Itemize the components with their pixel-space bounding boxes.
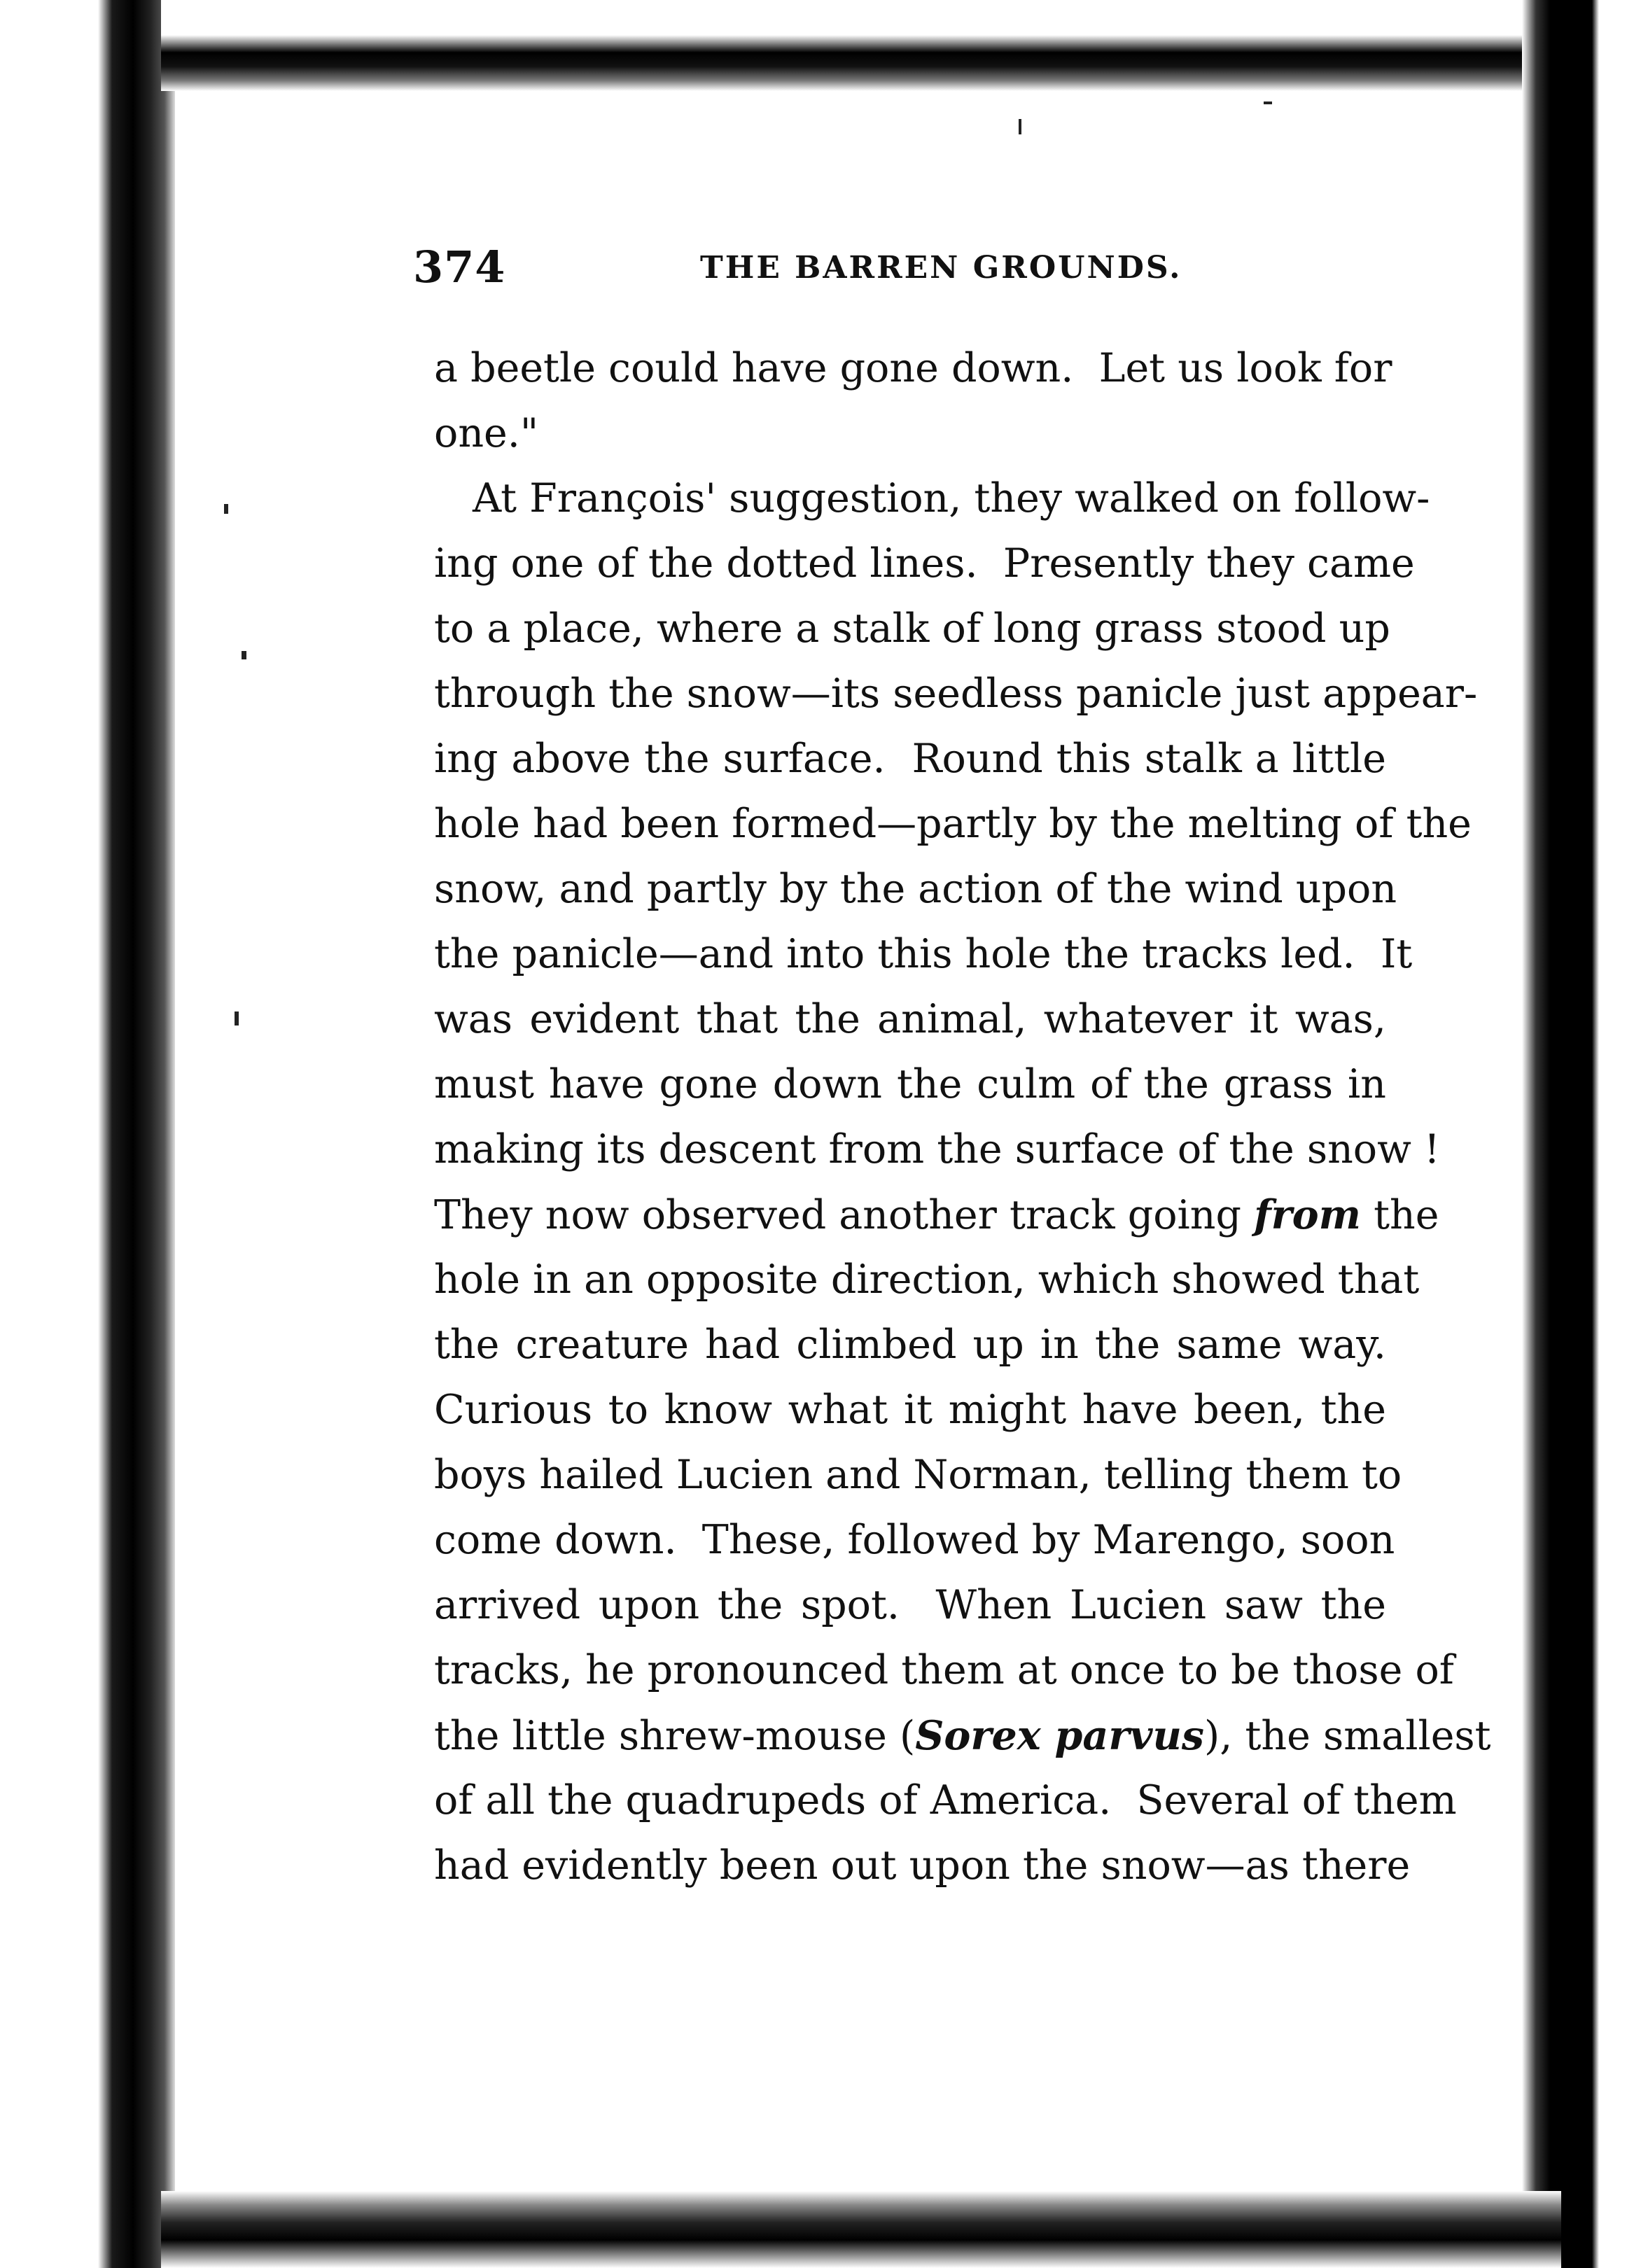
text-line: was evident that the animal, whatever it was,	[434, 996, 1386, 1042]
text-line: boys hailed Lucien and Norman, telling them to	[434, 1452, 1402, 1498]
page-header	[413, 241, 1379, 304]
running-title: THE BARREN GROUNDS.	[700, 250, 1182, 286]
scan-speck	[1264, 102, 1272, 104]
text-line: Curious to know what it might have been, the	[434, 1387, 1386, 1433]
text-line: hole had been formed—partly by the melting of the	[434, 801, 1472, 847]
text-line: through the snow—its seedless panicle just appear-	[434, 671, 1478, 717]
book-binding-bottom	[161, 2191, 1561, 2268]
book-binding-left	[0, 0, 175, 2268]
scan-speck	[224, 504, 228, 514]
text-line: of all the quadrupeds of America. Several of them	[434, 1777, 1457, 1823]
scan-speck	[235, 1011, 239, 1026]
text-line: the little shrew-mouse (Sorex parvus), the smallest	[434, 1712, 1491, 1759]
body-text	[434, 336, 1491, 1898]
text-line: had evidently been out upon the snow—as there	[434, 1842, 1411, 1889]
book-binding-top	[161, 0, 1561, 91]
book-binding-right	[1522, 0, 1627, 2268]
text-line: They now observed another track going from the	[434, 1191, 1439, 1238]
text-line: ing one of the dotted lines. Presently they came	[434, 540, 1415, 587]
text-line: snow, and partly by the action of the wind upon	[434, 866, 1397, 912]
scan-speck	[242, 651, 246, 659]
text-line: come down. These, followed by Marengo, soon	[434, 1517, 1395, 1563]
text-line: the creature had climbed up in the same way.	[434, 1322, 1386, 1368]
text-line: to a place, where a stalk of long grass stood up	[434, 606, 1390, 652]
text-line: must have gone down the culm of the grass in	[434, 1061, 1386, 1107]
text-line: making its descent from the surface of the snow !	[434, 1126, 1440, 1172]
text-line: hole in an opposite direction, which showed that	[434, 1256, 1420, 1303]
text-line: a beetle could have gone down. Let us look for	[434, 345, 1392, 391]
text-line: ing above the surface. Round this stalk a little	[434, 736, 1386, 782]
page-number: 374	[413, 241, 506, 293]
text-line: one."	[434, 410, 539, 456]
text-line: tracks, he pronounced them at once to be those of	[434, 1647, 1454, 1693]
paragraph-first-line: At François' suggestion, they walked on follow-	[473, 475, 1430, 522]
text-line: the panicle—and into this hole the tracks led. It	[434, 931, 1413, 977]
italic-text: Sorex parvus	[915, 1712, 1205, 1759]
scan-speck	[1019, 119, 1021, 134]
italic-text: from	[1254, 1191, 1361, 1238]
text-line: arrived upon the spot. When Lucien saw the	[434, 1582, 1386, 1628]
